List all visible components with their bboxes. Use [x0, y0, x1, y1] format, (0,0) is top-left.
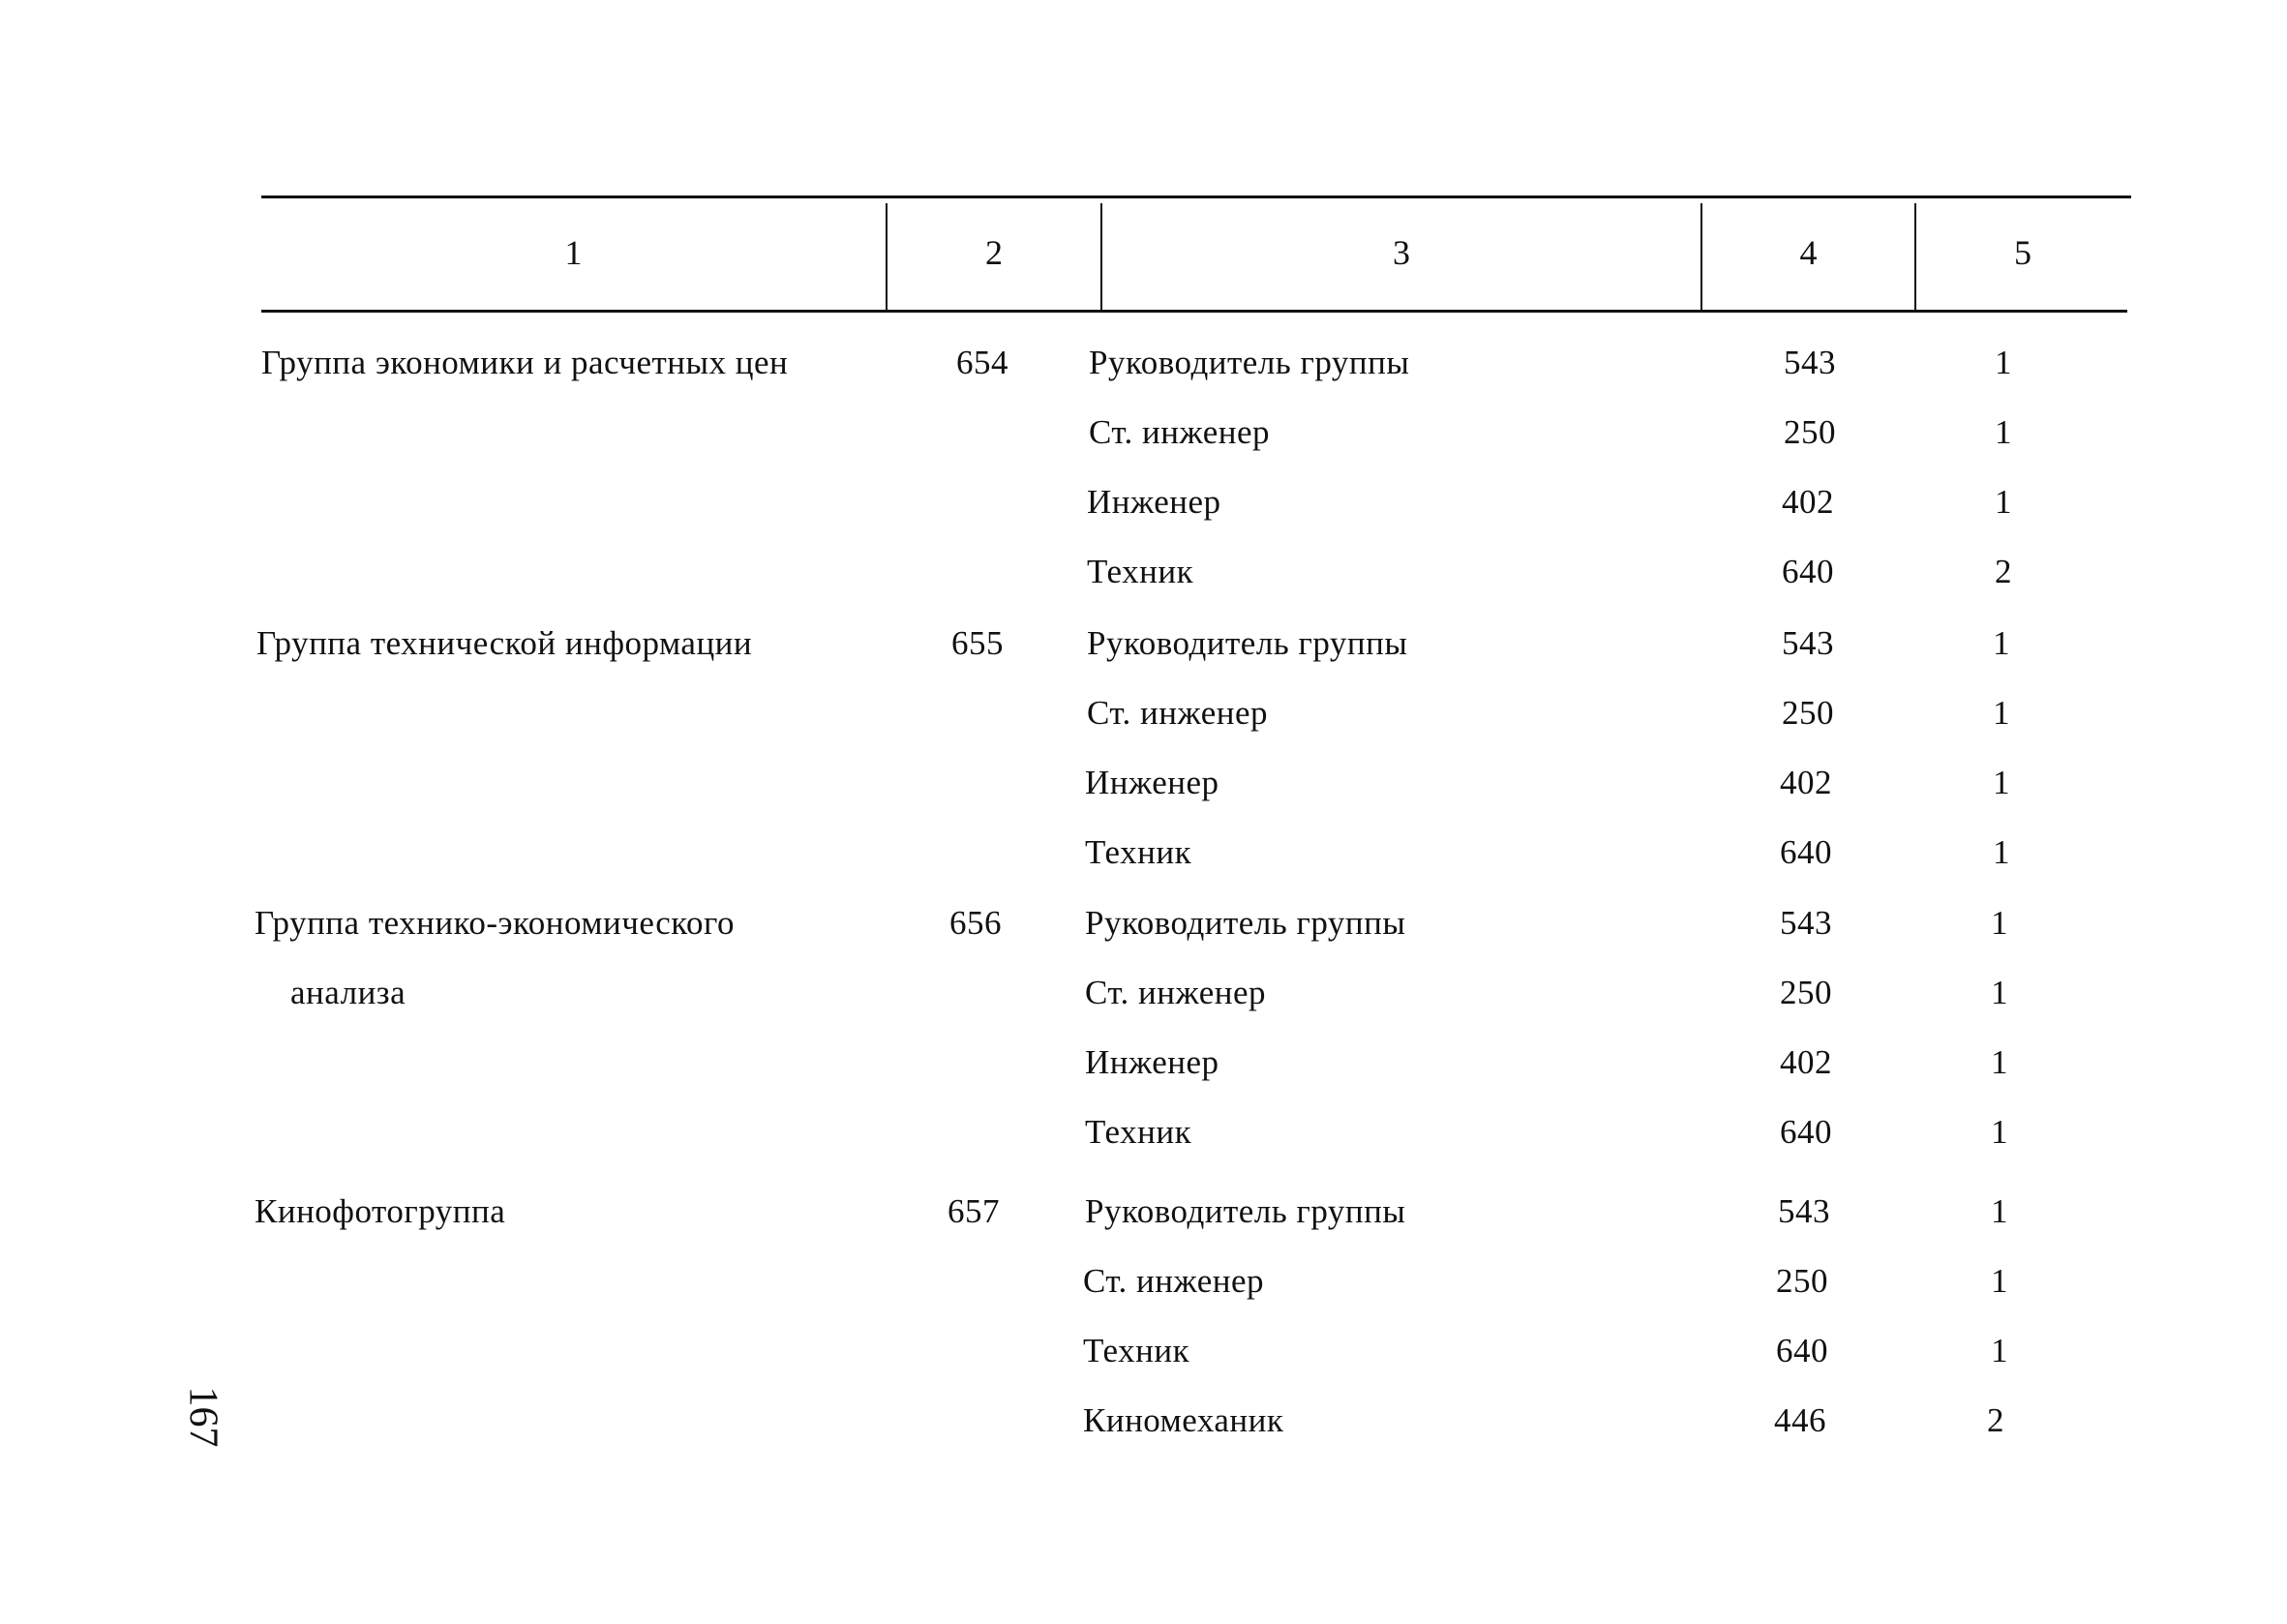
- position-code: 402: [1780, 764, 1832, 801]
- position-count: 2: [1995, 553, 2012, 590]
- position-count: 1: [1991, 1113, 2008, 1151]
- header-col-2: 2: [985, 233, 1003, 272]
- position-code: 250: [1780, 974, 1832, 1011]
- position: Техник: [1085, 833, 1192, 871]
- position: Ст. инженер: [1087, 694, 1269, 732]
- position: Инженер: [1085, 1043, 1219, 1081]
- group-code: 656: [949, 904, 1002, 942]
- header-col-4: 4: [1799, 233, 1818, 272]
- position-code: 543: [1784, 344, 1836, 381]
- position-code: 402: [1782, 483, 1834, 521]
- group-name-continuation: анализа: [290, 974, 406, 1011]
- position: Инженер: [1085, 764, 1219, 801]
- header-col-5: 5: [2014, 233, 2031, 272]
- position-code: 543: [1778, 1192, 1830, 1230]
- group-name: Группа технико-экономического: [255, 904, 735, 942]
- position: Руководитель группы: [1085, 1192, 1406, 1230]
- position-code: 250: [1782, 694, 1834, 732]
- position-code: 640: [1782, 553, 1834, 590]
- header-top-rule: [261, 195, 2131, 198]
- position-count: 1: [1991, 1262, 2008, 1300]
- position-count: 1: [1995, 483, 2012, 521]
- position-count: 1: [1991, 974, 2008, 1011]
- position-count: 1: [1991, 1192, 2008, 1230]
- position-code: 640: [1776, 1332, 1828, 1369]
- position: Техник: [1087, 553, 1194, 590]
- group-code: 654: [956, 344, 1008, 381]
- position: Руководитель группы: [1089, 344, 1410, 381]
- position-code: 402: [1780, 1043, 1832, 1081]
- position-code: 640: [1780, 1113, 1832, 1151]
- position-code: 543: [1780, 904, 1832, 942]
- group-code: 655: [951, 624, 1004, 662]
- header-col-3: 3: [1393, 233, 1410, 272]
- page-number: 167: [180, 1386, 226, 1448]
- position-count: 1: [1993, 833, 2010, 871]
- group-name: Группа технической информации: [256, 624, 753, 662]
- header-col-1: 1: [564, 233, 583, 272]
- position: Ст. инженер: [1085, 974, 1267, 1011]
- position: Киномеханик: [1083, 1401, 1284, 1439]
- position-count: 2: [1987, 1401, 2004, 1439]
- position-count: 1: [1993, 624, 2010, 662]
- position-code: 250: [1784, 413, 1836, 451]
- position-count: 1: [1995, 344, 2012, 381]
- position: Инженер: [1087, 483, 1221, 521]
- position: Ст. инженер: [1083, 1262, 1265, 1300]
- group-code: 657: [948, 1192, 1000, 1230]
- position-count: 1: [1993, 694, 2010, 732]
- group-name: Кинофотогруппа: [255, 1192, 506, 1230]
- position-count: 1: [1993, 764, 2010, 801]
- position: Руководитель группы: [1087, 624, 1408, 662]
- position: Техник: [1083, 1332, 1190, 1369]
- group-name: Группа экономики и расчетных цен: [261, 344, 789, 381]
- position-count: 1: [1995, 413, 2012, 451]
- position-code: 640: [1780, 833, 1832, 871]
- position-code: 250: [1776, 1262, 1828, 1300]
- position-count: 1: [1991, 904, 2008, 942]
- position: Техник: [1085, 1113, 1192, 1151]
- position-count: 1: [1991, 1043, 2008, 1081]
- position-code: 446: [1774, 1401, 1826, 1439]
- position: Руководитель группы: [1085, 904, 1406, 942]
- position-count: 1: [1991, 1332, 2008, 1369]
- header-bottom-rule: [261, 310, 2127, 313]
- position-code: 543: [1782, 624, 1834, 662]
- position: Ст. инженер: [1089, 413, 1271, 451]
